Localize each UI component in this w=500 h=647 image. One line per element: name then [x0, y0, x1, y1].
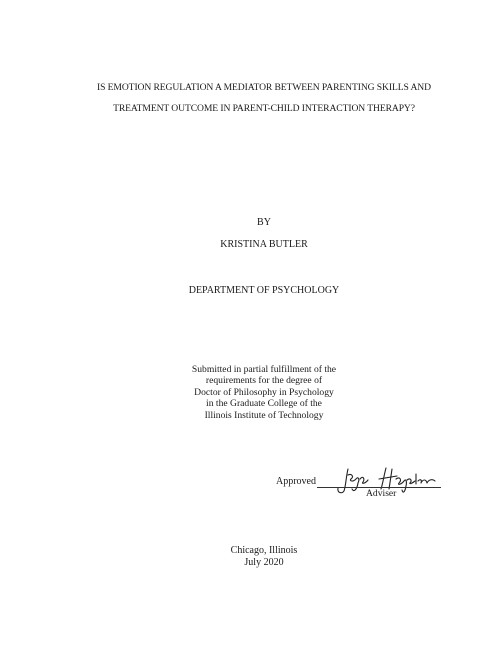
- adviser-label: Adviser: [366, 488, 397, 499]
- department: DEPARTMENT OF PSYCHOLOGY: [188, 285, 340, 296]
- approved-label: Approved: [276, 476, 316, 487]
- byline: BY: [257, 217, 271, 228]
- approval-block: [276, 465, 446, 505]
- thesis-title-line-2: TREATMENT OUTCOME IN PARENT-CHILD INTERACTION THERAPY?: [113, 103, 415, 114]
- submission-line-3: Doctor of Philosophy in Psychology: [194, 387, 334, 398]
- date: July 2020: [244, 557, 284, 568]
- submission-line-5: Illinois Institute of Technology: [204, 410, 324, 421]
- location: Chicago, Illinois: [230, 545, 298, 556]
- submission-line-2: requirements for the degree of: [205, 375, 323, 386]
- submission-line-1: Submitted in partial fulfillment of the: [191, 364, 337, 375]
- author-name: KRISTINA BUTLER: [220, 239, 308, 250]
- submission-line-4: in the Graduate College of the: [206, 398, 322, 409]
- thesis-title-line-1: IS EMOTION REGULATION A MEDIATOR BETWEEN PARENTING SKILLS AND: [97, 82, 431, 93]
